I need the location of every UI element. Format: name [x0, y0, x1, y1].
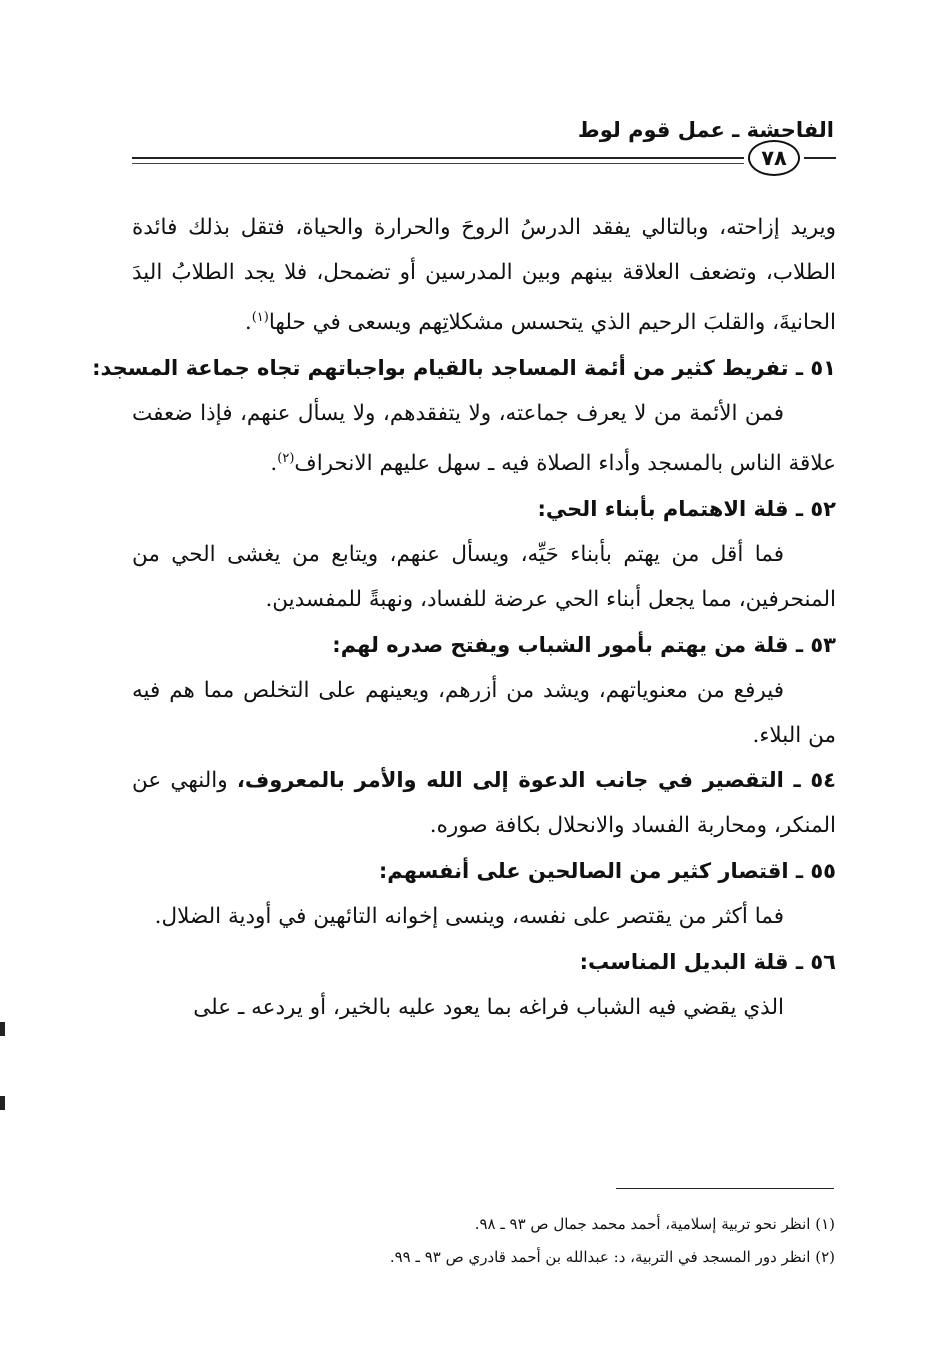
- footnotes: [135, 1208, 835, 1274]
- scan-mark: [0, 1022, 5, 1036]
- paragraph-continuation: ويريد إزاحته، وبالتالي يفقد الدرسُ الروحَ والحرارة والحياة، فتقل بذلك فائدة الطلاب، وتضعف العلاقة بينهم وبين المدرسين أو تضمحل، فلا يجد الطلابُ اليدَ الحانيةَ، والقلبَ الرحيم الذي يتحسس مشكلاتِهم ويسعى في حلها$^{(١)}$.: [132, 215, 836, 336]
- page-number: ٧٨: [748, 140, 800, 176]
- heading-52: ٥٢ ـ قلة الاهتمام بأبناء الحي:: [537, 497, 836, 522]
- footnote-1: (١) انظر نحو تربية إسلامية، أحمد محمد جمال ص ٩٣ ـ ٩٨.: [474, 1215, 835, 1233]
- page-body: [92, 205, 836, 1030]
- paragraph-55: فما أكثر من يقتصر على نفسه، وينسى إخوانه التائهين في أودية الضلال.: [154, 904, 784, 930]
- paragraph-54: ٥٤ ـ التقصير في جانب الدعوة إلى الله والأمر بالمعروف، والنهي عن المنكر، ومحاربة الفساد والانحلال بكافة صوره.: [132, 768, 836, 839]
- header-rule-right: [804, 157, 836, 159]
- footnote-2: (٢) انظر دور المسجد في التربية، د: عبدالله بن أحمد قادري ص ٩٣ ـ ٩٩.: [389, 1248, 835, 1266]
- paragraph-56: الذي يقضي فيه الشباب فراغه بما يعود عليه بالخير، أو يردعه ـ على: [193, 995, 784, 1021]
- heading-53: ٥٣ ـ قلة من يهتم بأمور الشباب ويفتح صدره لهم:: [332, 633, 836, 658]
- running-header-title: الفاحشة ـ عمل قوم لوط: [577, 118, 834, 142]
- heading-56: ٥٦ ـ قلة البديل المناسب:: [579, 950, 836, 975]
- header-rule: [132, 157, 744, 164]
- heading-54: ٥٤ ـ التقصير في جانب الدعوة إلى الله والأمر بالمعروف،: [236, 768, 836, 793]
- footnote-ref-2: (٢): [277, 451, 295, 467]
- paragraph-53: فيرفع من معنوياتهم، ويشد من أزرهم، ويعينهم على التخلص مما هم فيه من البلاء.: [132, 678, 836, 749]
- scan-mark: [0, 1096, 5, 1110]
- paragraph-51: فمن الأئمة من لا يعرف جماعته، ولا يتفقدهم، ولا يسأل عنهم، فإذا ضعفت علاقة الناس بالمسجد وأداء الصلاة فيه ـ سهل عليهم الانحراف$^{(٢)}$.: [132, 401, 836, 477]
- heading-55: ٥٥ ـ اقتصار كثير من الصالحين على أنفسهم:: [378, 859, 836, 884]
- paragraph-52: فما أقل من يهتم بأبناء حَيِّه، ويسأل عنهم، ويتابع من يغشى الحي من المنحرفين، مما يجعل أبناء الحي عرضة للفساد، ونهبةً للمفسدين.: [132, 542, 836, 613]
- heading-51: ٥١ ـ تفريط كثير من أئمة المساجد بالقيام بواجباتهم تجاه جماعة المسجد:: [92, 356, 836, 381]
- footnote-ref-1: (١): [251, 310, 269, 325]
- footnote-separator: [616, 1188, 834, 1189]
